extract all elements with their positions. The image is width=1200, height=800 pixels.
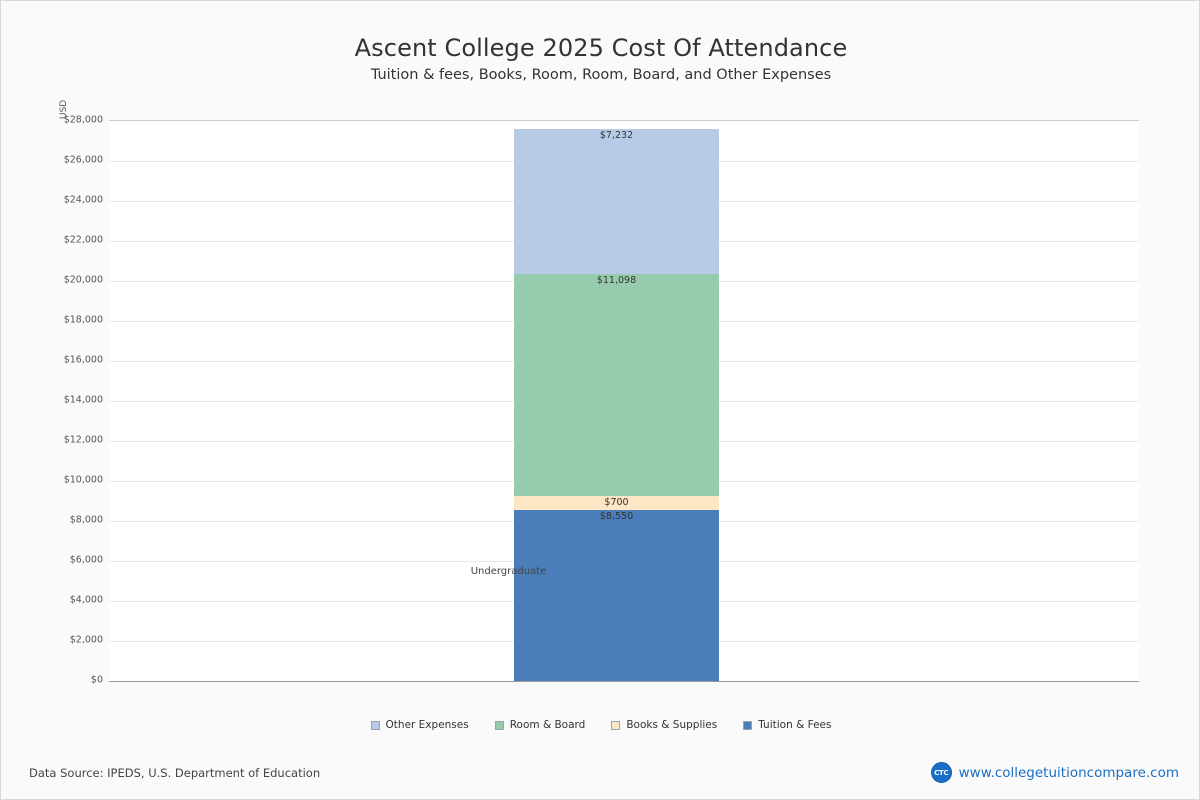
ctc-logo-icon: CTC xyxy=(931,762,952,783)
legend-swatch-icon xyxy=(371,721,380,730)
legend-item[interactable] xyxy=(371,719,469,731)
bar-segment[interactable] xyxy=(514,129,719,274)
legend-swatch-icon xyxy=(495,721,504,730)
legend-item[interactable] xyxy=(743,719,831,731)
y-axis-tick-label: $14,000 xyxy=(63,394,103,406)
plot-area xyxy=(109,120,1139,682)
y-axis-tick-label: $8,000 xyxy=(69,514,103,526)
bar-segment-value-label: $11,098 xyxy=(596,275,637,287)
y-axis-tick-label: $6,000 xyxy=(69,554,103,566)
brand-url: www.collegetuitioncompare.com xyxy=(958,764,1179,781)
chart-legend xyxy=(1,719,1200,731)
legend-item[interactable] xyxy=(611,719,717,731)
y-axis-tick-label: $18,000 xyxy=(63,314,103,326)
y-axis-tick-label: $26,000 xyxy=(63,154,103,166)
x-axis-tick-label: Undergraduate xyxy=(470,566,547,577)
legend-label: Books & Supplies xyxy=(626,719,718,731)
bar-segment[interactable] xyxy=(514,510,719,681)
y-axis-tick-label: $22,000 xyxy=(63,234,103,246)
y-axis-tick-label: $10,000 xyxy=(63,474,103,486)
data-source-note: Data Source: IPEDS, U.S. Department of Education xyxy=(29,766,321,780)
chart-subtitle: Tuition & fees, Books, Room, Room, Board, and Other Expenses xyxy=(370,67,832,83)
legend-item[interactable] xyxy=(495,719,586,731)
bar-segment-value-label: $7,232 xyxy=(599,130,634,142)
bar-segment-value-label: $700 xyxy=(604,497,629,508)
y-axis-tick-label: $0 xyxy=(90,674,103,686)
y-axis-tick-label: $16,000 xyxy=(63,354,103,366)
y-axis-tick-label: $24,000 xyxy=(63,194,103,206)
legend-label: Tuition & Fees xyxy=(758,719,832,731)
y-axis-tick-label: $2,000 xyxy=(69,634,103,646)
y-axis-label: USD xyxy=(59,99,69,119)
legend-swatch-icon xyxy=(611,721,620,730)
y-axis-tick-label: $4,000 xyxy=(69,594,103,606)
legend-label: Other Expenses xyxy=(385,719,469,731)
y-axis-tick-label: $28,000 xyxy=(63,114,103,126)
y-axis-tick-label: $12,000 xyxy=(63,434,103,446)
bar-segment[interactable] xyxy=(514,274,719,496)
brand-watermark[interactable] xyxy=(931,762,1179,783)
legend-label: Room & Board xyxy=(509,719,586,731)
y-axis-tick-label: $20,000 xyxy=(63,274,103,286)
legend-swatch-icon xyxy=(743,721,752,730)
bar-segment-value-label: $8,550 xyxy=(599,511,634,522)
chart-title: Ascent College 2025 Cost Of Attendance xyxy=(354,34,848,62)
